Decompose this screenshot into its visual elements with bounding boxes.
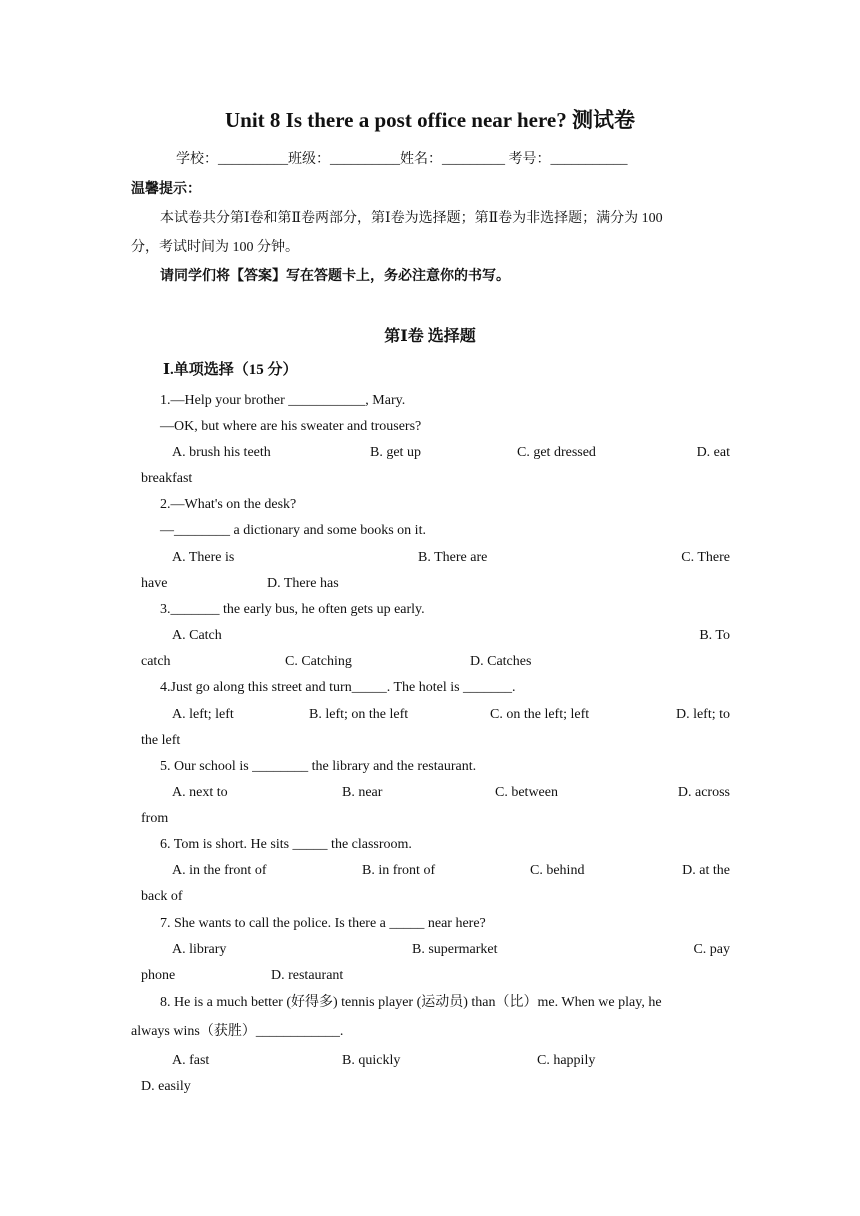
tip-text-line-1: 本试卷共分第Ⅰ卷和第Ⅱ卷两部分，第Ⅰ卷为选择题；第Ⅱ卷为非选择题；满分为 100 (160, 211, 663, 226)
question-6-option-d: D. at the (682, 863, 730, 878)
question-2-option-d: D. There has (267, 576, 339, 591)
question-5-stem: 5. Our school is ________ the library and the restaurant. (160, 759, 477, 774)
question-2-option-c-cont: have (141, 576, 168, 591)
question-2-option-c: C. There (681, 550, 730, 565)
question-6-option-c: C. behind (530, 863, 585, 878)
question-6-option-b: B. in front of (362, 863, 436, 878)
student-info-line: 学校：__________班级：__________姓名：_________ 考号：___________ (176, 152, 628, 167)
question-4-option-d-cont: the left (141, 733, 181, 748)
question-2-option-b: B. There are (418, 550, 488, 565)
question-2-option-a: A. There is (172, 550, 235, 565)
question-5-option-d: D. across (677, 785, 730, 800)
question-4-option-b: B. left; on the left (309, 707, 409, 722)
part-title: Ⅰ.单项选择（15 分） (163, 362, 298, 378)
question-4-option-a: A. left; left (172, 707, 234, 722)
question-8-option-a: A. fast (172, 1053, 210, 1068)
question-5-option-d-cont: from (141, 811, 169, 826)
question-7-option-d: D. restaurant (271, 968, 344, 983)
tip-label: 温馨提示： (131, 182, 201, 197)
question-4-stem: 4.Just go along this street and turn_____. The hotel is _______. (160, 680, 516, 695)
question-4-option-c: C. on the left; left (490, 707, 590, 722)
question-1-option-c: C. get dressed (517, 445, 596, 460)
question-3-option-b: B. To (699, 628, 730, 643)
question-8-option-b: B. quickly (342, 1053, 401, 1068)
question-4-option-d: D. left; to (675, 707, 730, 722)
question-3-option-c: C. Catching (285, 654, 352, 669)
question-8-stem-2: always wins（获胜）____________. (131, 1024, 344, 1039)
question-5-option-b: B. near (342, 785, 383, 800)
question-7-option-b: B. supermarket (412, 942, 498, 957)
section-title: 第Ⅰ卷 选择题 (384, 328, 476, 345)
page-title: Unit 8 Is there a post office near here? 测试卷 (224, 108, 636, 132)
question-2-stem: 2.—What's on the desk? (160, 497, 297, 512)
question-1-option-d-cont: breakfast (141, 471, 193, 486)
question-7-option-c: C. pay (693, 942, 730, 957)
question-6-option-d-cont: back of (141, 889, 183, 904)
question-6-option-a: A. in the front of (172, 863, 267, 878)
question-3-stem: 3._______ the early bus, he often gets up early. (160, 602, 425, 617)
question-3-option-d: D. Catches (470, 654, 532, 669)
question-3-option-b-cont: catch (141, 654, 171, 669)
question-7-stem: 7. She wants to call the police. Is there a _____ near here? (160, 916, 486, 931)
tip-text-line-2: 分，考试时间为 100 分钟。 (131, 240, 299, 255)
question-1-stem-2: —OK, but where are his sweater and trousers? (160, 419, 422, 434)
question-7-option-c-cont: phone (141, 968, 176, 983)
question-8-stem: 8. He is a much better (好得多) tennis player (运动员) than（比）me. When we play, he (160, 995, 662, 1010)
question-6-stem: 6. Tom is short. He sits _____ the classroom. (160, 837, 412, 852)
question-8-option-d: D. easily (141, 1079, 191, 1094)
question-1-option-b: B. get up (370, 445, 421, 460)
question-8-option-c: C. happily (537, 1053, 596, 1068)
question-2-stem-2: —________ a dictionary and some books on it. (160, 523, 426, 538)
question-7-option-a: A. library (172, 942, 227, 957)
question-1-option-d: D. eat (696, 445, 730, 460)
question-5-option-c: C. between (495, 785, 558, 800)
question-3-option-a: A. Catch (172, 628, 222, 643)
question-1-option-a: A. brush his teeth (172, 445, 271, 460)
tip-notice: 请同学们将【答案】写在答题卡上，务必注意你的书写。 (160, 269, 510, 284)
question-5-option-a: A. next to (172, 785, 228, 800)
question-1-stem: 1.—Help your brother ___________, Mary. (160, 393, 406, 408)
